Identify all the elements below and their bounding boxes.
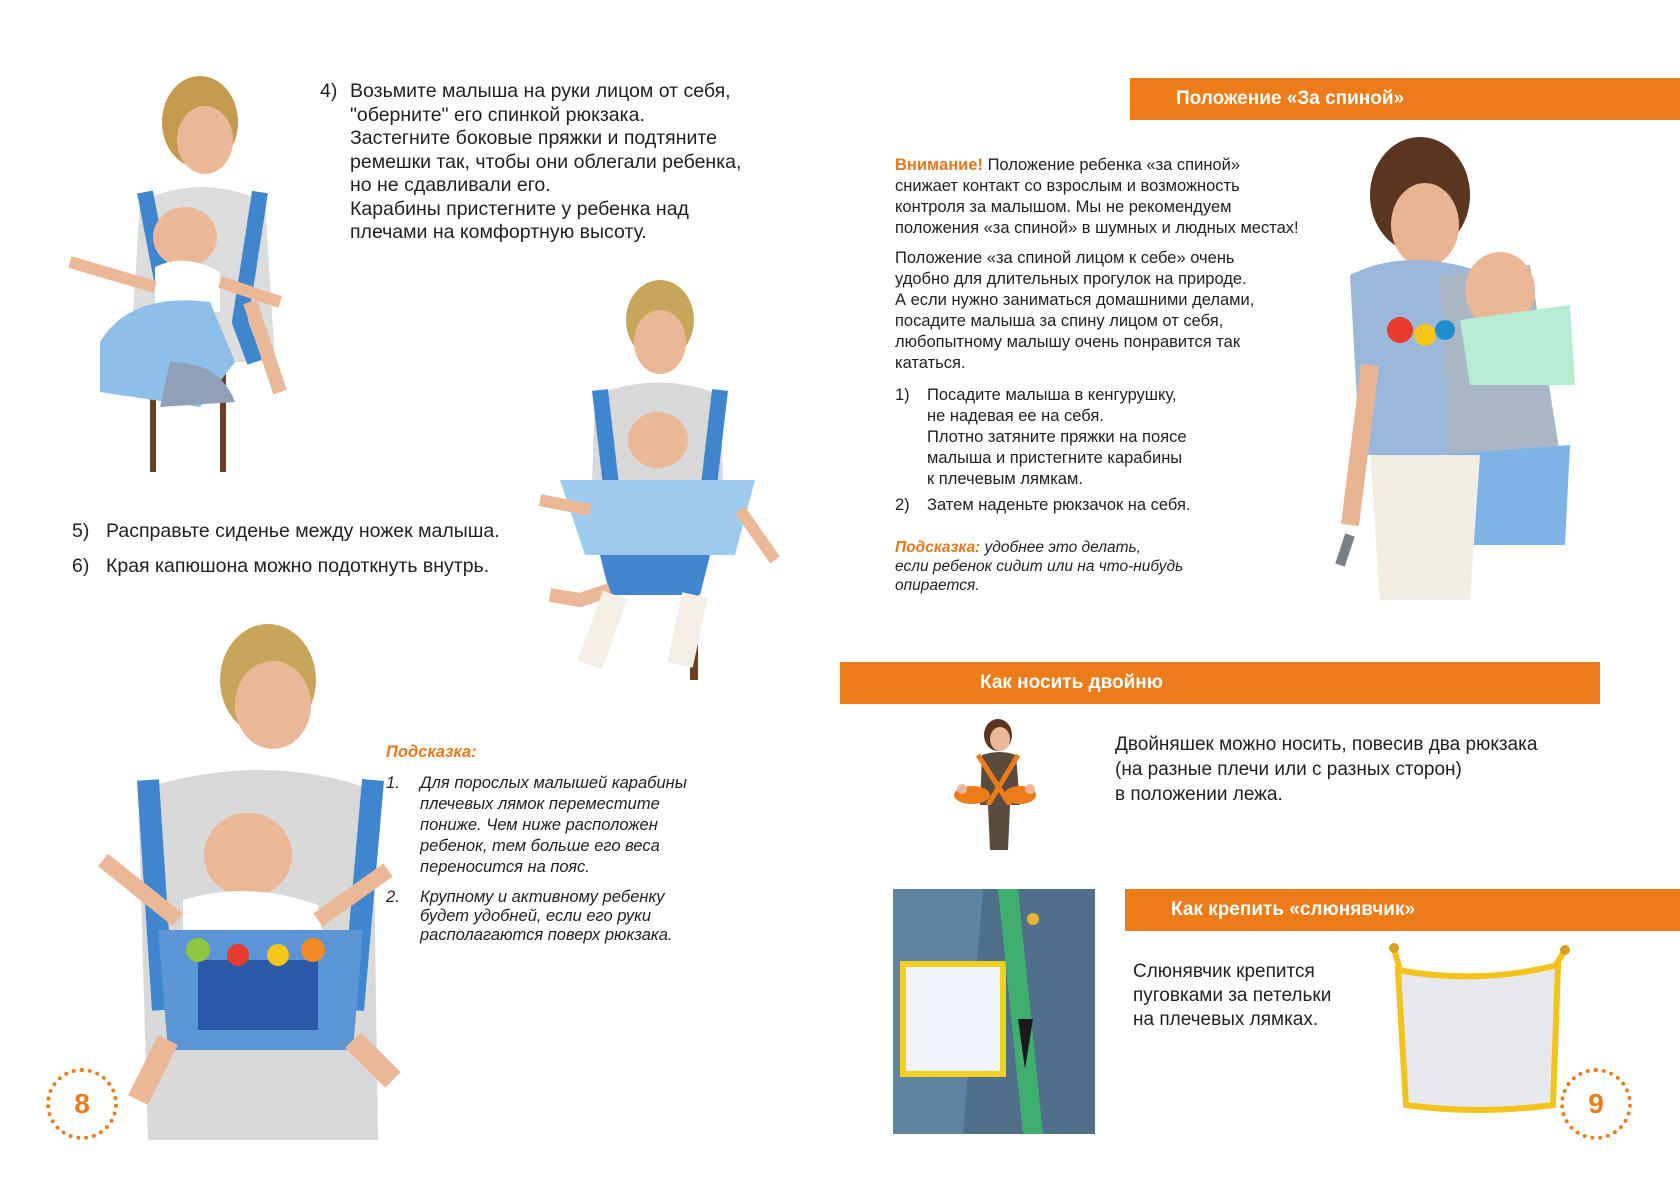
back-step-line: не надевая ее на себя.: [927, 407, 1104, 425]
back-step-1: [895, 385, 1355, 490]
bib-line: пуговками за петельки: [1133, 985, 1332, 1006]
hint-block-page8: [386, 742, 786, 945]
hint-item-2: [386, 888, 786, 945]
page-number-9: 9: [1560, 1068, 1632, 1140]
twins-line: Двойняшек можно носить, повесив два рюкзака: [1115, 734, 1538, 755]
back-hint-line: опирается.: [895, 577, 980, 594]
step-4-line: плечами на комфортную высоту.: [350, 221, 647, 243]
back-hint-line: если ребенок сидит или на что-нибудь: [895, 558, 1184, 575]
twins-text: [1115, 732, 1635, 807]
hint-item-1-line: переносится на пояс.: [420, 858, 590, 876]
warning-line: контроля за малышом. Мы не рекомендуем: [895, 198, 1232, 216]
page-number-8: 8: [46, 1068, 118, 1140]
step-4-line: Застегните боковые пряжки и подтяните: [350, 127, 717, 149]
paragraph-line: кататься.: [895, 354, 966, 372]
bib-text: [1133, 960, 1393, 1032]
back-step-line: Посадите малыша в кенгурушку,: [927, 386, 1177, 404]
twins-line: в положении лежа.: [1115, 784, 1283, 805]
hint-item-1-line: Для порослых малышей карабины: [420, 774, 687, 792]
bib-line: на плечевых лямках.: [1133, 1009, 1319, 1030]
step-6-number: 6): [72, 555, 90, 577]
step-5-number: 5): [72, 520, 90, 542]
back-steps: [895, 385, 1355, 516]
hint-item-1-line: ребенок, тем больше его веса: [420, 837, 660, 855]
section-header-back-position-label: Положение «За спиной»: [1176, 88, 1405, 109]
hint-item-1-number: 1.: [386, 774, 400, 792]
paragraph-line: Положение «за спиной лицом к себе» очень: [895, 249, 1235, 267]
back-position-paragraph: [895, 248, 1365, 374]
twins-line: (на разные плечи или с разных сторон): [1115, 759, 1462, 780]
step-4-number: 4): [320, 80, 338, 102]
hint-title: Подсказка:: [386, 743, 477, 761]
hint-item-2-line: Крупному и активному ребенку: [420, 888, 665, 906]
hint-item-1-line: пониже. Чем ниже расположен: [420, 816, 658, 834]
step-4-line: ремешки так, чтобы они облегали ребенка,: [350, 150, 742, 173]
back-step-2: [895, 495, 1355, 516]
step-5-text: Расправьте сиденье между ножек малыша.: [106, 520, 500, 542]
back-step-line: Плотно затяните пряжки на поясе: [927, 428, 1187, 446]
back-step-line: к плечевым лямкам.: [927, 470, 1083, 488]
paragraph-line: А если нужно заниматься домашними делами,: [895, 291, 1255, 309]
step-4: [320, 80, 790, 245]
photo-bib: [1378, 940, 1578, 1130]
back-step-1-number: 1): [895, 386, 910, 404]
paragraph-line: любопытному малышу очень понравится так: [895, 333, 1241, 351]
paragraph-line: удобно для длительных прогулок на природе.: [895, 270, 1247, 288]
step-5: [72, 520, 552, 544]
back-hint-label: Подсказка:: [895, 539, 981, 556]
warning-line: снижает контакт со взрослым и возможность: [895, 177, 1240, 195]
paragraph-line: посадите малыша за спину лицом от себя,: [895, 312, 1224, 330]
hint-item-2-line: будет удобней, если его руки: [420, 907, 652, 925]
hint-item-2-number: 2.: [386, 888, 400, 906]
back-hint: [895, 538, 1315, 595]
back-step-2-number: 2): [895, 496, 910, 514]
bib-line: Слюнявчик крепится: [1133, 961, 1315, 982]
section-header-back-position: [1130, 78, 1680, 120]
photo-mother-baby-on-back: [1330, 125, 1595, 600]
photo-mother-turning-baby: [60, 62, 300, 482]
hint-item-1-line: плечевых лямок переместите: [420, 795, 660, 813]
step-4-line: "оберните" его спинкой рюкзака.: [350, 103, 645, 126]
section-header-twins-label: Как носить двойню: [980, 672, 1164, 693]
warning-label: Внимание!: [895, 156, 983, 174]
step-4-line: Карабины пристегните у ребенка над: [350, 197, 689, 220]
step-6-text: Края капюшона можно подоткнуть внутрь.: [106, 555, 490, 577]
photo-strap-closeup: [893, 889, 1095, 1134]
warning-line: положения «за спиной» в шумных и людных местах!: [895, 219, 1299, 237]
illustration-mother-with-two-carriers: [950, 715, 1040, 850]
photo-mother-adjusting-seat: [520, 270, 785, 685]
back-step-line: Затем наденьте рюкзачок на себя.: [927, 496, 1191, 514]
hint-item-2-line: располагаются поверх рюкзака.: [420, 926, 673, 944]
photo-mother-baby-front-facing: [88, 610, 428, 1140]
step-4-line: но не сдавливали его.: [350, 174, 551, 196]
warning-paragraph: [895, 155, 1365, 239]
back-hint-line: удобнее это делать,: [980, 539, 1141, 556]
step-6: [72, 555, 552, 579]
section-header-bib: [1125, 889, 1680, 931]
section-header-bib-label: Как крепить «слюнявчик»: [1171, 899, 1416, 920]
warning-line: Положение ребенка «за спиной»: [982, 156, 1240, 174]
section-header-twins: [840, 662, 1600, 704]
back-step-line: малыша и пристегните карабины: [927, 449, 1183, 467]
step-4-line: Возьмите малыша на руки лицом от себя,: [350, 80, 731, 102]
hint-item-1: [386, 773, 786, 878]
